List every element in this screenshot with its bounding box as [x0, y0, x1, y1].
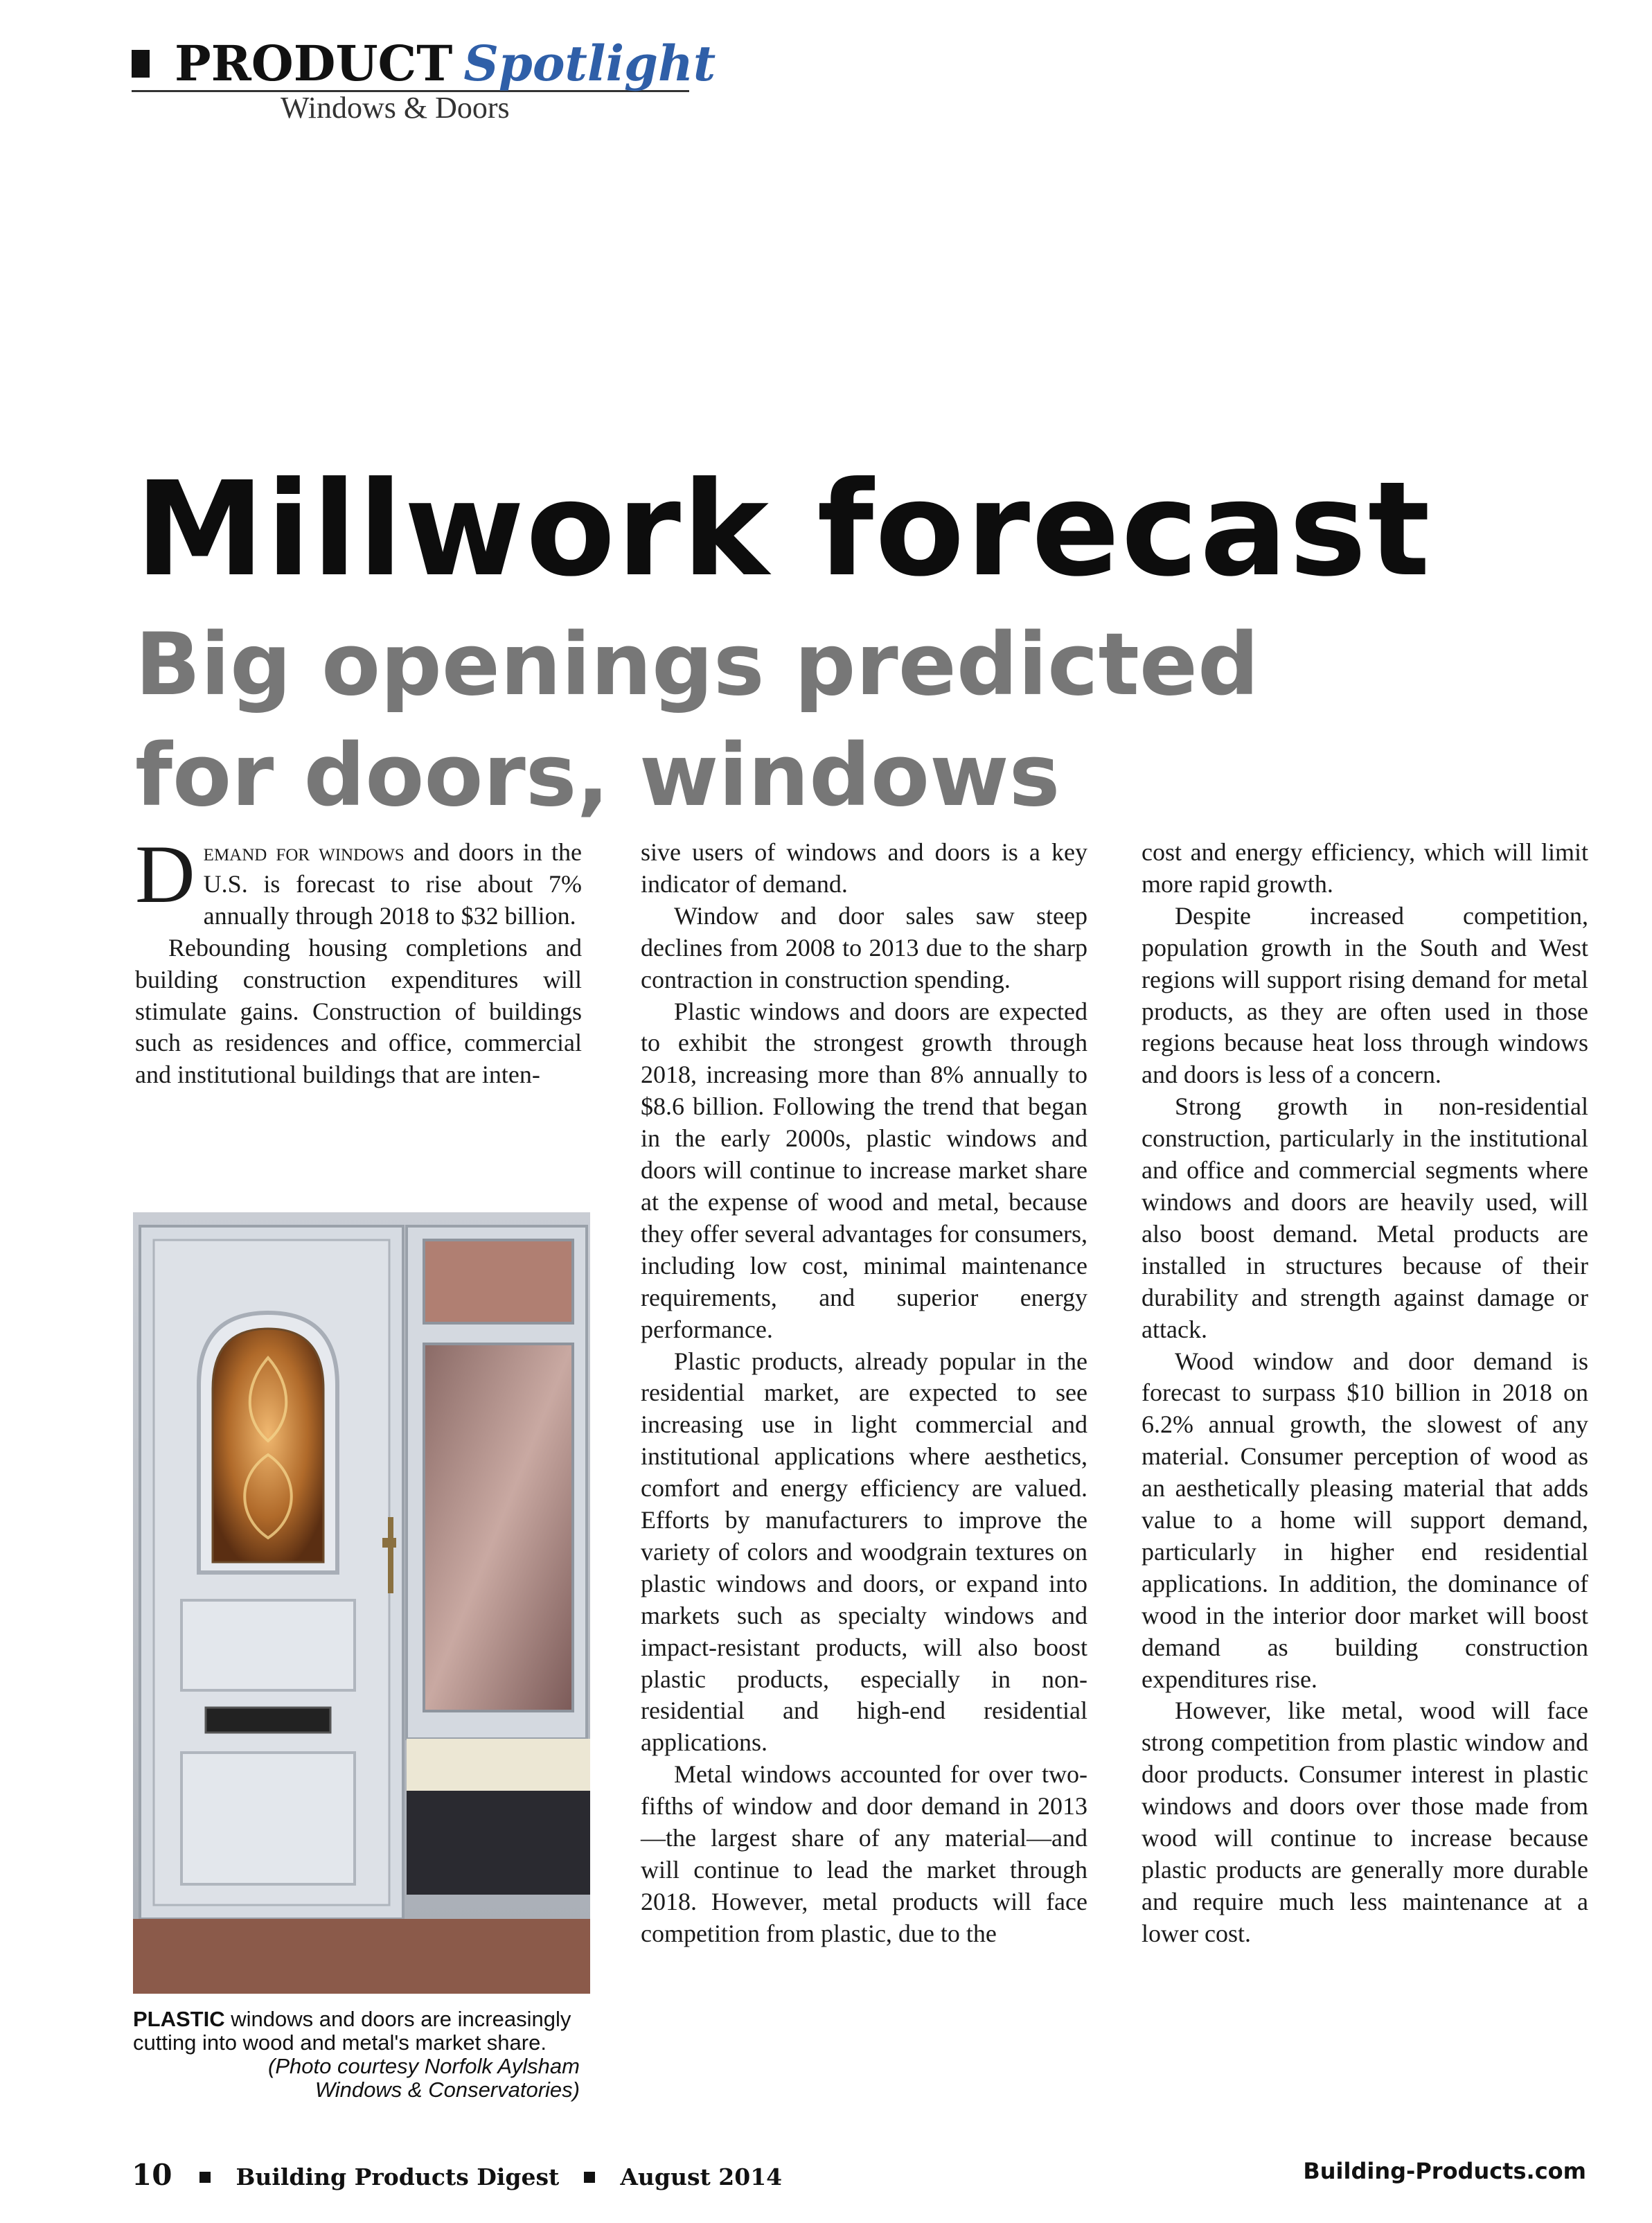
paragraph: Despite increased competition, population growth in the South and West regions will support rising demand for metal products, as they are often used in those regions because heat loss through windows and doors is less of a concern. — [1142, 901, 1588, 1089]
section-title — [175, 35, 716, 92]
paragraph: cost and energy efficiency, which will limit more rapid growth. — [1142, 838, 1588, 898]
paragraph: sive users of windows and doors is a key indicator of demand. — [641, 838, 1087, 898]
paragraph: Strong growth in non-residential construction, particularly in the institutional and office and commercial segments where windows and doors are heavily used, will also boost demand. Metal products are installed in structures because of their durability and strength against damage or attack. — [1142, 1092, 1588, 1343]
section-title-main: PRODUCT — [175, 35, 453, 92]
deck-line-1: Big openings predicted — [135, 615, 1259, 715]
publication-name: Building Products Digest — [236, 2163, 560, 2190]
paragraph: Wood window and door demand is forecast to surpass $10 billion in 2018 on 6.2% annual growth, the slowest of any material. Consumer perception of wood as an aesthetically pleasing material that adds value to a home will support demand, particularly in higher end residential applications. In addition, the dominance of wood in the interior door market will boost demand as building construction expenditures rise. — [1142, 1347, 1588, 1693]
article-column-1 — [135, 828, 582, 1091]
caption-lead: PLASTIC — [133, 2007, 225, 2031]
section-subtitle: Windows & Doors — [281, 91, 510, 125]
photo-caption — [133, 2008, 580, 2102]
paragraph: Rebounding housing completions and building construction expenditures will stimulate gains. Construction of buildings such as residences and office, commercial and institutional buildings that are inten- — [135, 933, 582, 1089]
paragraph-text: and doors in the U.S. is forecast to rise about 7% annually through 2018 to $32 billion. — [203, 838, 582, 930]
section-title-accent: Spotlight — [463, 35, 716, 92]
caption-body: windows and doors are increasingly cutting into wood and metal's market share. — [133, 2007, 571, 2055]
paragraph: However, like metal, wood will face strong competition from plastic window and door products. Consumer interest in plastic windows and doors over those made from wood will continue to increase because plastic products are generally more durable and require much less maintenance at a lower cost. — [1142, 1697, 1588, 1947]
caption-text — [133, 2008, 580, 2055]
deck — [135, 610, 1259, 831]
photo-credit-line-1: (Photo courtesy Norfolk Aylsham — [268, 2054, 580, 2078]
article-column-3 — [1142, 837, 1588, 1950]
drop-cap: D — [135, 828, 195, 920]
issue-date: August 2014 — [620, 2163, 783, 2190]
headline: Millwork forecast — [135, 454, 1432, 605]
lead-in: emand for windows — [203, 838, 405, 866]
page-footer — [132, 2158, 782, 2192]
photo-credit-line-2: Windows & Conservatories) — [314, 2078, 580, 2102]
section-square-bullet — [132, 50, 150, 78]
paragraph: Plastic windows and doors are expected to exhibit the strongest growth through 2018, increasing more than 8% annually to $8.6 billion. Following the trend that began in the early 2000s, plastic windows and doors will continue to increase market share at the expense of wood and metal, because they offer several advantages for consumers, including low cost, minimal maintenance requirements, and superior energy performance. — [641, 997, 1087, 1343]
website-link[interactable]: Building-Products.com — [1303, 2158, 1586, 2184]
page-number: 10 — [132, 2158, 172, 2192]
section-header — [132, 33, 716, 92]
footer-bullet — [199, 2172, 211, 2183]
paragraph: Metal windows accounted for over two-fifths of window and door demand in 2013—the largest share of any material—and will continue to lead the market through 2018. However, metal products will face competition from plastic, due to the — [641, 1760, 1087, 1947]
door-photo — [133, 1212, 590, 1994]
paragraph: Plastic products, already popular in the residential market, are expected to see increasing use in light commercial and institutional applications where aesthetics, comfort and energy efficiency are valued. Efforts by manufacturers to improve the variety of colors and woodgrain textures on plastic windows and doors, or expand into markets such as specialty windows and impact-resistant products, will also boost plastic products, especially in non-residential and high-end residential applications. — [641, 1347, 1087, 1757]
footer-bullet — [584, 2172, 595, 2183]
deck-line-2: for doors, windows — [135, 726, 1060, 826]
paragraph: Window and door sales saw steep declines from 2008 to 2013 due to the sharp contraction in construction spending. — [641, 901, 1087, 993]
article-column-2 — [641, 837, 1087, 1950]
paragraph — [135, 828, 582, 932]
